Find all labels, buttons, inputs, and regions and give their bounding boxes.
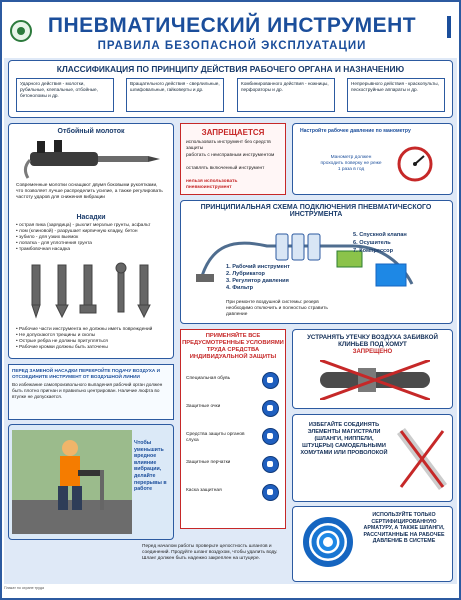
goggles-icon: [262, 400, 279, 417]
gloves-icon: [262, 456, 279, 473]
nozzle-change-note-title: ПЕРЕД ЗАМЕНОЙ НАСАДКИ ПЕРЕКРОЙТЕ ПОДАЧУ ВОЗДУХА И ОТСОЕДИНИТЕ ИНСТРУМЕНТ ОТ ВОЗДУШНОЙ ЛИНИИ: [12, 368, 160, 379]
header: [2, 2, 459, 58]
worker-illustration: [12, 430, 132, 534]
forbidden-title: ЗАПРЕЩАЕТСЯ: [201, 128, 265, 137]
classification-box-rotary: Вращательного действия - сверлильные, шлифовальные, гайковерты и др.: [126, 78, 224, 112]
hammer-title: Отбойный молоток: [57, 128, 125, 135]
ppe-title: ПРИМЕНЯЙТЕ ВСЕ ПРЕДУСМОТРЕННЫЕ УСЛОВИЯМИ ТРУДА СРЕДСТВА ИНДИВИДУАЛЬНОЙ ЗАЩИТЫ: [182, 333, 284, 360]
schema-note: При ремонте воздушной системы: резерв необходимо отключить и полностью стравить давление: [226, 300, 328, 317]
ppe-item-3: Средства защиты органов слуха: [186, 432, 245, 443]
hose-illustration: [298, 512, 358, 572]
poster-subtitle: ПРАВИЛА БЕЗОПАСНОЙ ЭКСПЛУАТАЦИИ: [97, 40, 367, 52]
jackhammer-illustration: [22, 136, 162, 180]
schema-label-7: 7. Компрессор: [353, 248, 394, 254]
schema-diagram: [192, 216, 422, 306]
schema-label-5: 5. Спускной клапан: [353, 232, 407, 238]
bottom-text: Перед началом работы проверьте целостность шлангов и соединений. Продуйте шланг воздухом, чтобы удалить воду. Шланг должен быть надежно закреплен на штуцере.: [142, 544, 278, 561]
schema-title: ПРИНЦИПИАЛЬНАЯ СХЕМА ПОДКЛЮЧЕНИЯ ПНЕВМАТИЧЕСКОГО ИНСТРУМЕНТА: [200, 204, 432, 218]
manometer-text: Настройте рабочее давление по манометру: [300, 128, 411, 134]
forbidden-item-3: оставлять включенный инструмент: [186, 166, 265, 171]
ppe-item-4: Защитные перчатки: [186, 460, 231, 465]
schema-label-3: 3. Регулятор давления: [226, 278, 289, 284]
classification-box-combined: Комбинированного действия - ножницы, перфораторы и др.: [237, 78, 335, 112]
classification-box-continuous: Непрерывного действия - краскопульты, пескоструйные аппараты и др.: [347, 78, 445, 112]
schema-label-2: 2. Лубрикатор: [226, 271, 265, 277]
corner-mark: [447, 16, 451, 38]
boot-icon: [262, 372, 279, 389]
poster-title: ПНЕВМАТИЧЕСКИЙ ИНСТРУМЕНТ: [47, 14, 417, 37]
manometer-gauge-icon: [397, 146, 433, 182]
connections-text: ИЗБЕГАЙТЕ СОЕДИНЯТЬ ЭЛЕМЕНТЫ МАГИСТРАЛИ (ШЛАНГИ, НИППЕЛИ, ШТУЦЕРЫ) САМОДЕЛЬНЫМИ ХОМУТАМИ ИЛИ ПРОВОЛОКОЙ: [300, 422, 388, 457]
vibration-text: Чтобы уменьшить вредное влияние вибрации, делайте перерывы в работе: [134, 440, 167, 493]
parts-text: • Рабочие части инструмента не должны иметь повреждений • Не допускаются трещины и сколы • Острые ребра не должны притупляться • Рабочие кромки должны быть заточены: [16, 327, 153, 350]
nozzle-change-note: [8, 364, 174, 420]
ear-protection-icon: [262, 428, 279, 445]
classification-box-impact: Ударного действия - молотки, рубильные, клепальные, отбойные, бетоноломы и др.: [16, 78, 114, 112]
forbidden-item-1: использовать инструмент без средств защиты: [186, 140, 271, 151]
forbidden-item-4: нельзя использовать пневмоинструмент: [186, 179, 238, 190]
schema-label-4: 4. Фильтр: [226, 285, 254, 291]
hammer-note: Современные молотки оснащают двумя боковыми рукоятками, что позволяет лучше распределить усилие, а также регулировать частоту ударов для снижения вибрации: [16, 183, 163, 200]
certified-text: ИСПОЛЬЗУЙТЕ ТОЛЬКО СЕРТИФИЦИРОВАННУЮ АРМАТУРУ, А ТАКЖЕ ШЛАНГИ, РАССЧИТАННЫЕ НА РАБОЧЕЕ ДАВЛЕНИЕ В СИСТЕМЕ: [363, 512, 445, 545]
forbidden-item-2: работать с неисправным инструментом: [186, 153, 275, 158]
leak-title: УСТРАНЯТЬ УТЕЧКУ ВОЗДУХА ЗАБИВКОЙ КЛИНЬЕВ ПОД ХОМУТ: [307, 334, 438, 349]
nozzle-change-note-text: Во избежание самопроизвольного выпадения рабочий орган должен быть плотно пригнан и правильно центрирован. Наличие люфта во втулке не допускается.: [12, 382, 163, 399]
schema-label-6: 6. Осушитель: [353, 240, 391, 246]
leak-pipe-illustration: [320, 360, 430, 400]
manometer-subtext: Манометр должен проходить поверку не реже 1 раза в год: [320, 155, 382, 172]
footer-text: Плакат по охране труда: [4, 586, 44, 590]
leak-forbidden-label: ЗАПРЕЩЕНО: [352, 349, 393, 355]
ppe-item-5: Каска защитная: [186, 488, 222, 493]
helmet-icon: [262, 484, 279, 501]
nozzles-text: • острая пика (зарядица) - рыхлит мерзлые грунты, асфальт • лом (клиновой) - разрушает кирпичную кладку, бетон • зубило - для узких выемок • лопатка - для уплотнения грунта • трамбовочная насадка: [16, 223, 151, 252]
nozzles-illustration: [22, 260, 162, 320]
schema-label-1: 1. Рабочий инструмент: [226, 264, 290, 270]
ppe-item-2: Защитные очки: [186, 404, 221, 409]
logo-icon: [10, 20, 32, 42]
classification-title: КЛАССИФИКАЦИЯ ПО ПРИНЦИПУ ДЕЙСТВИЯ РАБОЧЕГО ОРГАНА И НАЗНАЧЕНИЮ: [56, 64, 405, 74]
nozzles-title: Насадки: [76, 214, 106, 221]
ppe-item-1: Специальная обувь: [186, 376, 231, 381]
connection-illustration: [396, 426, 448, 492]
